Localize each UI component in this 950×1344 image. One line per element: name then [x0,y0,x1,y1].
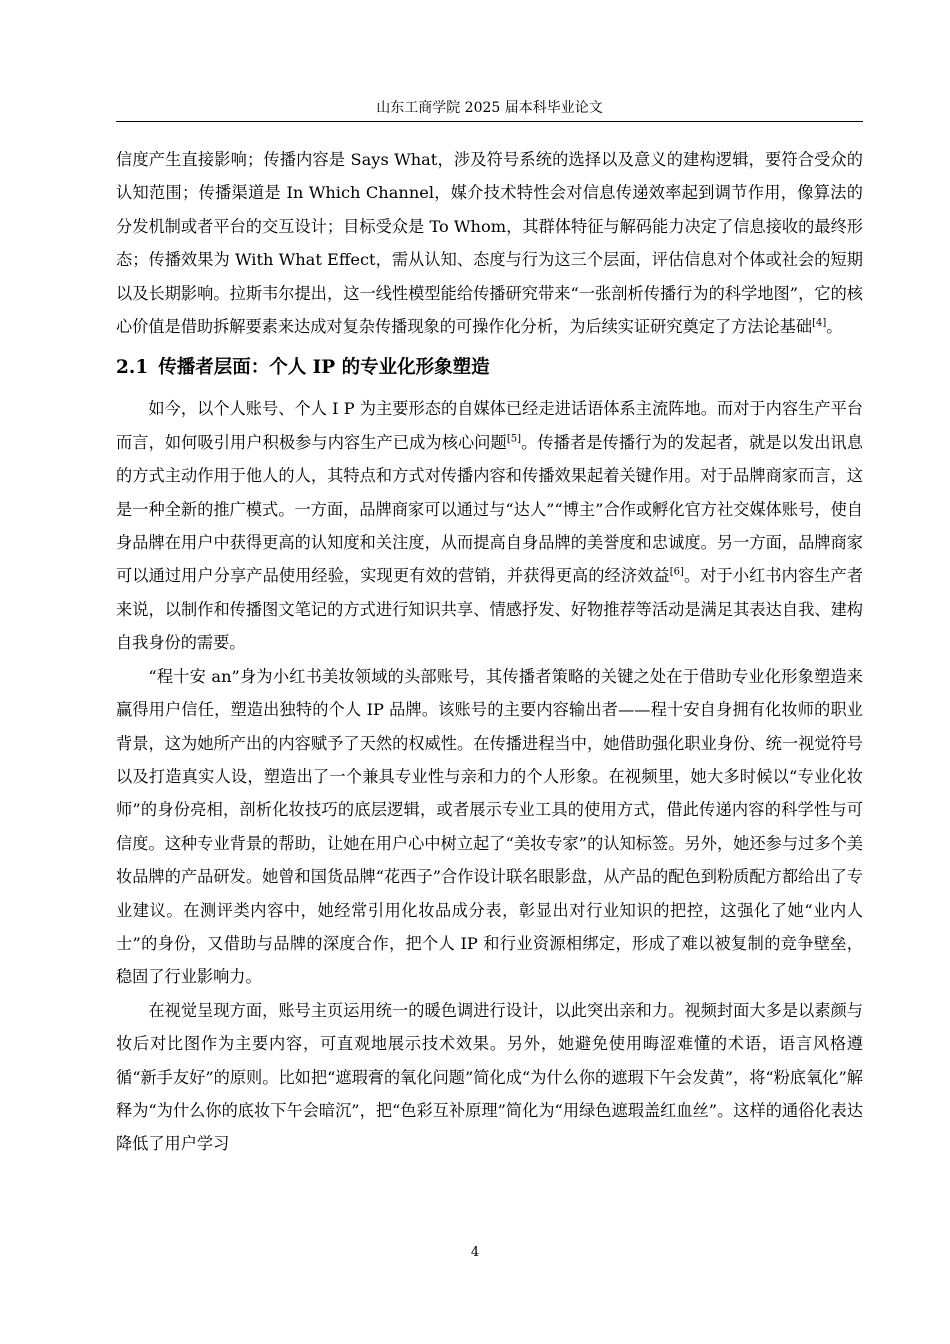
section-heading [116,352,863,384]
paragraph: “程十安 an”身为小红书美妆领域的头部账号，其传播者策略的关键之处在于借助专业化形象塑造来赢得用户信任，塑造出独特的个人 IP 品牌。该账号的主要内容输出者——程十安自身拥有化妆师的职业背景，这为她所产出的内容赋予了天然的权威性。在传播进程当中，她借助强化职业身份、统一视觉符号以及打造真实人设，塑造出了一个兼具专业性与亲和力的个人形象。在视频里，她大多时候以“专业化妆师”的身份亮相，剖析化妆技巧的底层逻辑，或者展示专业工具的使用方式，借此传递内容的科学性与可信度。这种专业背景的帮助，让她在用户心中树立起了“美妆专家”的认知标签。另外，她还参与过多个美妆品牌的产品研发。她曾和国货品牌“花西子”合作设计联名眼影盘，从产品的配色到粉质配方都给出了专业建议。在测评类内容中，她经常引用化妆品成分表，彰显出对行业知识的把控，这强化了她“业内人士”的身份，又借助与品牌的深度合作，把个人 IP 和行业资源相绑定，形成了难以被复制的竞争壁垒，稳固了行业影响力。 [116,666,863,987]
paragraph: 在视觉呈现方面，账号主页运用统一的暖色调进行设计，以此突出亲和力。视频封面大多是以素颜与妆后对比图作为主要内容，可直观地展示技术效果。另外，她避免使用晦涩难懂的术语，语言风格遵循“新手友好”的原则。比如把“遮瑕膏的氧化问题”简化成“为什么你的遮瑕下午会发黄”，将“粉底氧化”解释为“为什么你的底妆下午会暗沉”，把“色彩互补原理”简化为“用绿色遮瑕盖红血丝”。这样的通俗化表达降低了用户学习 [116,1000,863,1154]
running-header-title: 山东工商学院 2025 届本科毕业论文 [376,100,603,116]
citation-ref: [6] [669,567,684,579]
paragraph: 如今，以个人账号、个人 I P 为主要形态的自媒体已经走进话语体系主流阵地。而对于内容生产平台而言，如何吸引用户积极参与内容生产已成为核心问题[5]。传播者是传播行为的发起者，就是以发出讯息的方式主动作用于他人的人，其特点和方式对传播内容和传播效果起着关键作用。对于品牌商家而言，这是一种全新的推广模式。一方面，品牌商家可以通过与“达人”“博主”合作或孵化官方社交媒体账号，使自身品牌在用户中获得更高的认知度和关注度，从而提高自身品牌的美誉度和忠诚度。另一方面，品牌商家可以通过用户分享产品使用经验，实现更有效的营销，并获得更高的经济效益[6]。对于小红书内容生产者来说，以制作和传播图文笔记的方式进行知识共享、情感抒发、好物推荐等活动是满足其表达自我、建构自我身份的需要。 [116,399,864,653]
body-text [116,143,863,1161]
section-number: 2.1 [116,357,149,379]
page-footer [0,1243,950,1263]
paragraph-continued: 信度产生直接影响；传播内容是 Says What，涉及符号系统的选择以及意义的建构逻辑，要符合受众的认知范围；传播渠道是 In Which Channel，媒介技术特性会对信息传递效率起到调节作用，像算法的分发机制或者平台的交互设计；目标受众是 To Whom，其群体特征与解码能力决定了信息接收的最终形态；传播效果为 With What Effect，需从认知、态度与行为这三个层面，评估信息对个体或社会的短期以及长期影响。拉斯韦尔提出，这一线性模型能给传播研究带来“一张剖析传播行为的科学地图”，它的核心价值是借助拆解要素来达成对复杂传播现象的可操作化分析，为后续实证研究奠定了方法论基础[4]。 [116,150,863,337]
section-title: 传播者层面：个人 IP 的专业化形象塑造 [158,357,490,379]
citation-ref: [5] [506,433,522,445]
page-number: 4 [470,1245,480,1260]
citation-ref: [4] [812,317,827,329]
running-header [116,95,863,122]
